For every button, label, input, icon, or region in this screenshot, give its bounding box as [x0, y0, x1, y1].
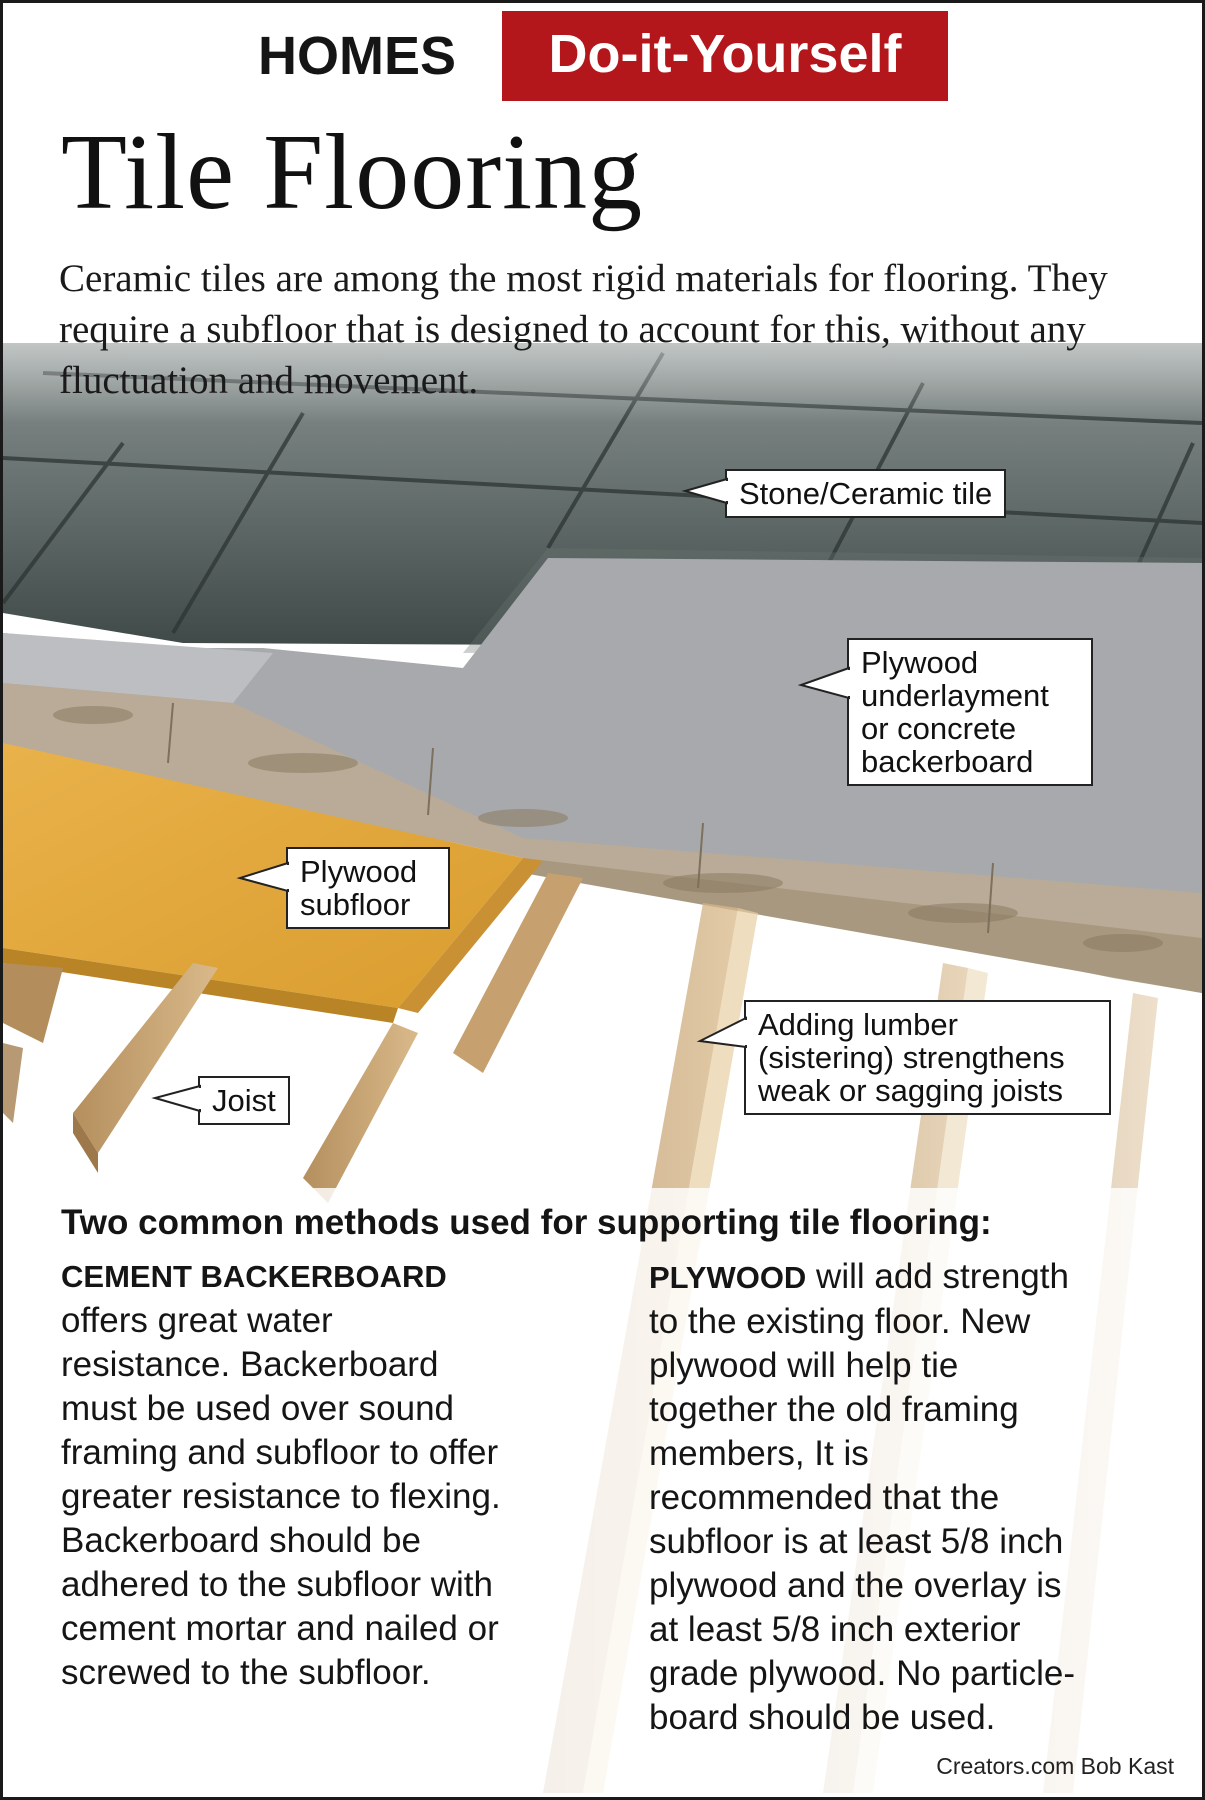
diy-badge-label: Do-it-Yourself	[548, 24, 902, 84]
callout-underlayment-line: backerboard	[861, 744, 1034, 779]
cement-line: must be used over sound	[61, 1389, 455, 1428]
callout-tile-label: Stone/Ceramic tile	[739, 476, 993, 511]
callout-sistering-line: weak or sagging joists	[758, 1073, 1063, 1108]
cement-line: greater resistance to flexing.	[61, 1477, 501, 1516]
callout-underlayment-line: Plywood	[861, 645, 979, 680]
callout-underlayment-line: underlayment	[861, 678, 1049, 713]
intro-paragraph: Ceramic tiles are among the most rigid materials for flooring. They require a subfloor that is designed to account for this, without any fluctuation and movement.	[59, 257, 1108, 402]
cement-line: cement mortar and nailed or	[61, 1609, 499, 1648]
callout-joist	[198, 1076, 290, 1125]
methods-heading: Two common methods used for supporting tile flooring:	[61, 1203, 992, 1242]
plywood-line: members, It is	[649, 1434, 869, 1473]
cement-line: offers great water	[61, 1301, 333, 1340]
plywood-line: recommended that the	[649, 1478, 1000, 1517]
plywood-line: together the old framing	[649, 1390, 1019, 1429]
plywood-lead: PLYWOOD	[649, 1260, 807, 1295]
callout-underlayment-line: or concrete	[861, 711, 1017, 746]
plywood-line: plywood and the overlay is	[649, 1566, 1062, 1605]
callout-underlayment	[847, 638, 1093, 786]
plywood-line: to the existing floor. New	[649, 1302, 1031, 1341]
section-label: HOMES	[258, 26, 457, 86]
cement-line: screwed to the subfloor.	[61, 1653, 431, 1692]
callout-sistering-line: (sistering) strengthens	[758, 1040, 1065, 1075]
plywood-first-line	[649, 1255, 1205, 1300]
cement-line: framing and subfloor to offer	[61, 1433, 499, 1472]
plywood-line: subfloor is at least 5/8 inch	[649, 1522, 1064, 1561]
cement-line: resistance. Backerboard	[61, 1345, 439, 1384]
plywood-line: grade plywood. No particle-	[649, 1654, 1076, 1693]
callout-tile	[725, 469, 1006, 518]
cement-backerboard-column	[61, 1255, 621, 1695]
callout-subfloor	[286, 847, 450, 929]
page-title: Tile Flooring	[61, 113, 644, 232]
callout-subfloor-line: Plywood	[300, 854, 418, 889]
diy-badge	[502, 11, 948, 101]
cement-line: adhered to the subfloor with	[61, 1565, 493, 1604]
callout-subfloor-line: subfloor	[300, 887, 411, 922]
plywood-line: plywood will help tie	[649, 1346, 959, 1385]
callout-joist-label: Joist	[212, 1083, 276, 1118]
cement-lead: CEMENT BACKERBOARD	[61, 1259, 447, 1294]
cement-line: Backerboard should be	[61, 1521, 421, 1560]
callout-sistering-line: Adding lumber	[758, 1007, 958, 1042]
plywood-line: at least 5/8 inch exterior	[649, 1610, 1021, 1649]
callout-sistering	[744, 1000, 1111, 1115]
header	[3, 11, 1202, 103]
plywood-column	[649, 1255, 1205, 1740]
plywood-line: board should be used.	[649, 1698, 996, 1737]
plywood-lead-rest: will add strength	[806, 1257, 1069, 1296]
credit-line: Creators.com Bob Kast	[936, 1753, 1174, 1779]
